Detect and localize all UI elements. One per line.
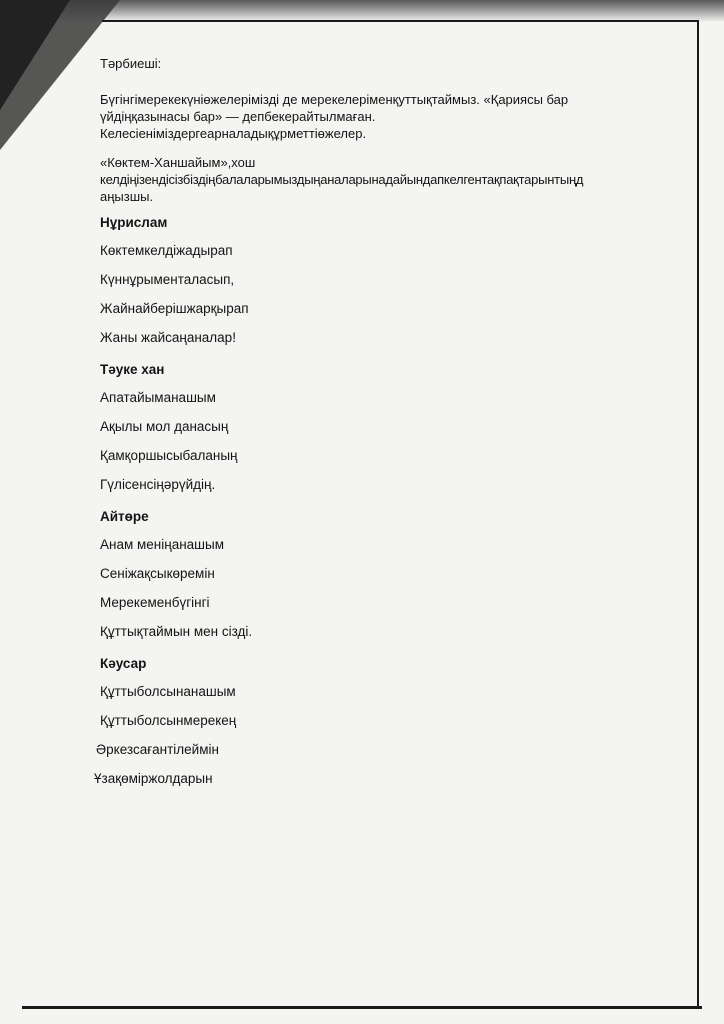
poem-line: Ақылы мол данасың — [100, 419, 229, 434]
poem-line: Жайнайберішжарқырап — [100, 301, 249, 316]
poem-line: Күннұрыменталасып, — [100, 272, 235, 287]
intro-paragraph-2 — [100, 154, 690, 205]
poem-line: Құттыболсынанашым — [100, 684, 236, 699]
poem-line: Құттықтаймын мен сізді. — [100, 624, 253, 639]
poem-line: Көктемкелдіжадырап — [100, 243, 233, 258]
poem-line: Сеніжақсыкөремін — [100, 566, 215, 581]
poem-line: Апатайыманашым — [100, 390, 216, 405]
intro-2-line-2: келдіңізендісізбіздіңбалаларымыздыңаналарынадайындапкелгентақпақтарынтыңд — [100, 172, 584, 187]
poem-line: Ұзақөміржолдарын — [94, 771, 213, 786]
speaker-name: Кәусар — [100, 656, 147, 671]
poem-line: Құттыболсынмерекең — [100, 713, 237, 728]
poem-line: Әркезсағантілеймін — [96, 742, 219, 757]
bottom-rule — [22, 1006, 702, 1009]
poem-line: Қамқоршысыбаланың — [100, 448, 238, 463]
speaker-name: Айтөре — [100, 509, 149, 524]
intro-2-line-1: «Көктем-Ханшайым»,хош — [100, 155, 256, 170]
document-body — [94, 56, 690, 793]
teacher-label: Тәрбиеші: — [100, 56, 162, 71]
poem-line: Гүлісенсіңәрүйдің. — [100, 477, 216, 492]
intro-1-line-1: Бүгінгімерекекүніөжелерімізді де мерекелеріменқуттықтаймыз. «Қариясы бар — [100, 92, 569, 107]
intro-1-line-2: үйдіңқазынасы бар» — депбекерайтылмаған. — [100, 109, 376, 124]
poem-line: Мерекеменбүгінгі — [100, 595, 210, 610]
intro-2-line-3: аңызшы. — [100, 189, 154, 204]
page-corner-fold-inner — [0, 0, 70, 110]
intro-paragraph-1 — [100, 91, 690, 142]
intro-1-line-3: Келесіеніміздергеарналадықұрметтіөжелер. — [100, 126, 367, 141]
speaker-name: Нұрислам — [100, 215, 168, 230]
speaker-name: Тәуке хан — [100, 362, 165, 377]
poem-line: Жаны жайсаңаналар! — [100, 330, 236, 345]
poem-line: Анам меніңанашым — [100, 537, 224, 552]
